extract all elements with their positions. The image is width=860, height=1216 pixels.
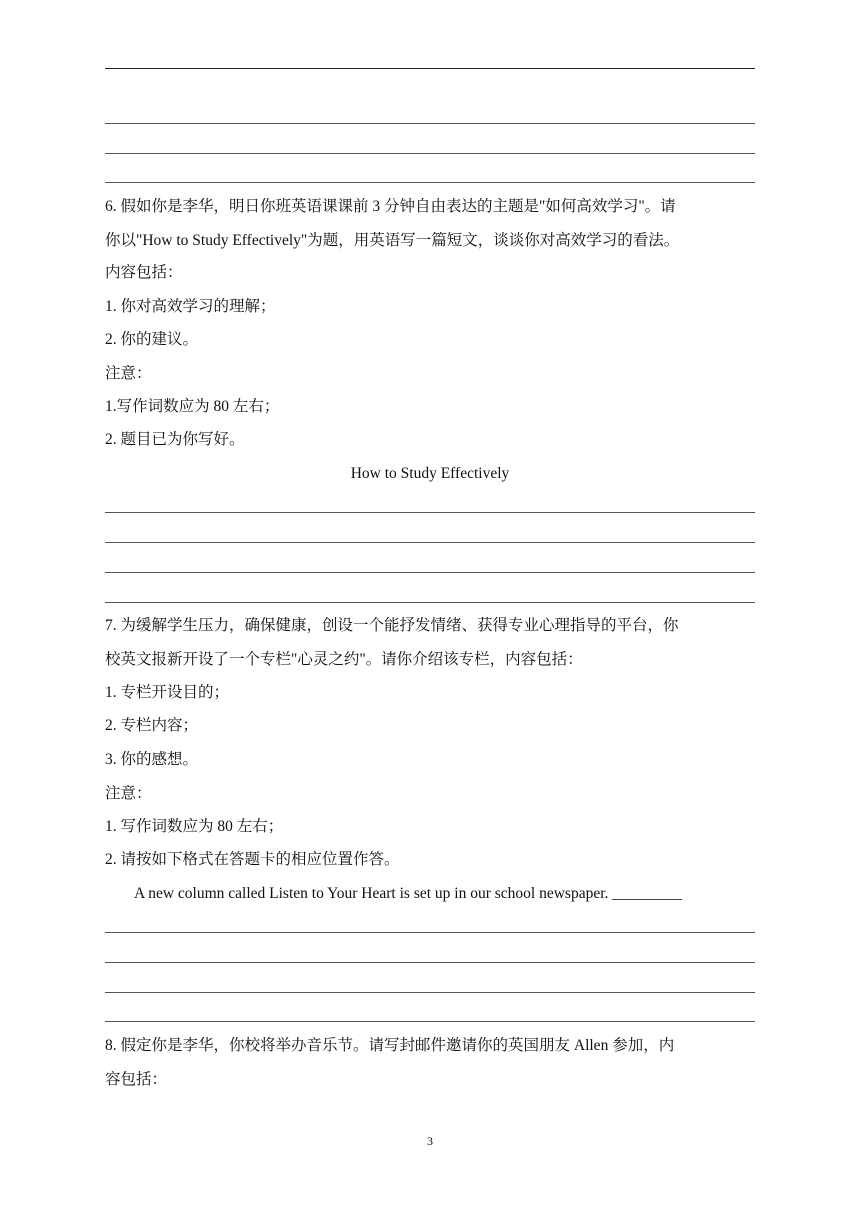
answer-line (105, 602, 755, 603)
q7-content-item-2: 2. 专栏内容； (105, 717, 199, 734)
q6-content-item-1: 1. 你对高效学习的理解； (105, 298, 276, 315)
q6-prompt-line-2: 你以"How to Study Effectively"为题，用英语写一篇短文，谈谈你对高效学习的看法。 (105, 232, 680, 249)
answer-line (105, 1021, 755, 1022)
answer-line (105, 153, 755, 154)
q6-content-item-2: 2. 你的建议。 (105, 331, 199, 348)
q7-prompt-line-2: 校英文报新开设了一个专栏"心灵之约"。请你介绍该专栏，内容包括： (105, 651, 583, 668)
answer-line (105, 572, 755, 573)
q7-note-2: 2. 请按如下格式在答题卡的相应位置作答。 (105, 851, 400, 868)
q8-prompt-line-1: 8. 假定你是李华，你校将举办音乐节。请写封邮件邀请你的英国朋友 Allen 参加，内 (105, 1037, 675, 1054)
q6-prompt-line-1: 6. 假如你是李华，明日你班英语课课前 3 分钟自由表达的主题是"如何高效学习"。请 (105, 198, 676, 215)
answer-line (105, 962, 755, 963)
page-number: 3 (427, 1134, 433, 1148)
answer-line (105, 68, 755, 69)
q7-note-1: 1. 写作词数应为 80 左右； (105, 818, 284, 835)
answer-line (105, 542, 755, 543)
q6-prompt-line-3: 内容包括： (105, 264, 183, 281)
q7-start-sentence: A new column called Listen to Your Heart is set up in our school newspaper. _________ (134, 885, 683, 902)
q6-note-1: 1.写作词数应为 80 左右； (105, 398, 280, 415)
answer-line (105, 123, 755, 124)
q6-essay-title: How to Study Effectively (350, 465, 510, 482)
q8-prompt-line-2: 容包括： (105, 1071, 168, 1088)
q7-prompt-line-1: 7. 为缓解学生压力，确保健康，创设一个能抒发情绪、获得专业心理指导的平台，你 (105, 617, 679, 634)
q6-note-2: 2. 题目已为你写好。 (105, 431, 245, 448)
answer-line (105, 182, 755, 183)
q7-note-heading: 注意： (105, 785, 152, 802)
q7-content-item-3: 3. 你的感想。 (105, 751, 199, 768)
q6-note-heading: 注意： (105, 365, 152, 382)
answer-line (105, 992, 755, 993)
answer-line (105, 512, 755, 513)
q7-content-item-1: 1. 专栏开设目的； (105, 684, 230, 701)
answer-line (105, 932, 755, 933)
